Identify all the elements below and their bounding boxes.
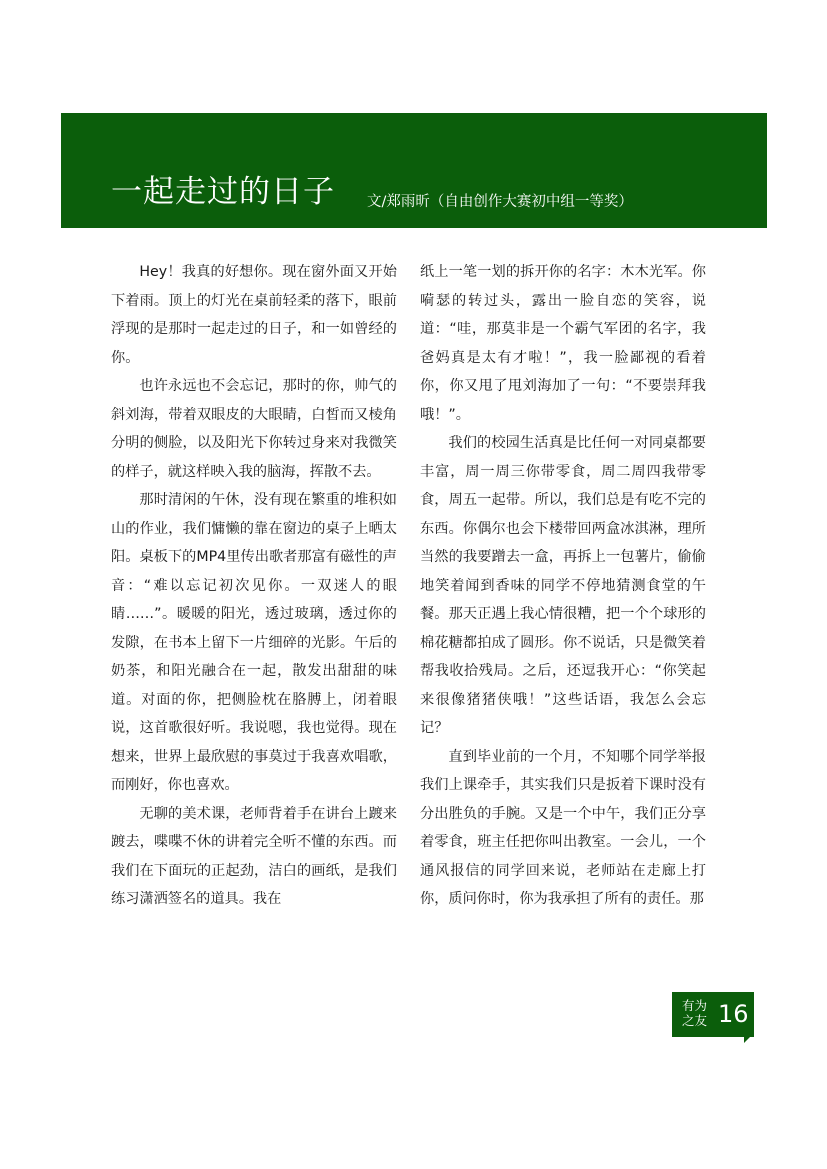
paragraph: 直到毕业前的一个月，不知哪个同学举报我们上课牵手，其实我们只是扳着下课时没有分出胜负的手腕。又是一个中午，我们正分享着零食，班主任把你叫出教室。一会儿，一个通风报信的同学回来说，老师站在走廊上打你，质问你时，你为我承担了所有的责任。那 — [420, 748, 706, 907]
page-number: 16 — [718, 1000, 749, 1028]
article-left-column — [111, 258, 397, 914]
page-number-badge — [672, 992, 754, 1039]
article-right-column — [420, 258, 706, 914]
paragraph: 纸上一笔一划的拆开你的名字：木木光军。你嗬瑟的转过头，露出一脸自恋的笑容，说道：“哇，那莫非是一个霸气军团的名字，我爸妈真是太有才啦！”，我一脸鄙视的看着你，你又甩了甩刘海加了一句：“不要崇拜我哦！”。 — [420, 264, 706, 423]
badge-tail — [744, 1037, 750, 1043]
magazine-name: 有为之友 — [682, 998, 708, 1028]
article-byline: 文/郑雨昕（自由创作大赛初中组一等奖） — [367, 194, 633, 210]
paragraph: 也许永远也不会忘记，那时的你，帅气的斜刘海，带着双眼皮的大眼睛，白皙而又棱角分明的侧脸，以及阳光下你转过身来对我微笑的样子，就这样映入我的脑海，挥散不去。 — [111, 378, 397, 480]
article-title: 一起走过的日子 — [111, 174, 335, 210]
paragraph: 无聊的美术课，老师背着手在讲台上踱来踱去，喋喋不休的讲着完全听不懂的东西。而我们在下面玩的正起劲，洁白的画纸，是我们练习潇洒签名的道具。我在 — [111, 805, 397, 907]
paragraph: 我们的校园生活真是比任何一对同桌都要丰富，周一周三你带零食，周二周四我带零食，周五一起带。所以，我们总是有吃不完的东西。你偶尔也会下楼带回两盒冰淇淋，理所当然的我要蹭去一盒，再拆上一包薯片，偷偷地笑着闻到香味的同学不停地猜测食堂的午餐。那天正遇上我心情很糟，把一个个球形的棉花糖都拍成了圆形。你不说话，只是微笑着帮我收拾残局。之后，还逗我开心：“你笑起来很像猪猪侠哦！”这些话语，我怎么会忘记？ — [420, 435, 706, 736]
paragraph: 那时清闲的午休，没有现在繁重的堆积如山的作业，我们慵懒的靠在窗边的桌子上晒太阳。桌板下的MP4里传出歌者那富有磁性的声音：“难以忘记初次见你。一双迷人的眼睛……”。暖暖的阳光，透过玻璃，透过你的发隙，在书本上留下一片细碎的光影。午后的奶茶，和阳光融合在一起，散发出甜甜的味道。对面的你，把侧脸枕在胳膊上，闭着眼说，这首歌很好听。我说嗯，我也觉得。现在想来，世界上最欣慰的事莫过于我喜欢唱歌，而刚好，你也喜欢。 — [111, 492, 397, 793]
paragraph: Hey！我真的好想你。现在窗外面又开始下着雨。顶上的灯光在桌前轻柔的落下，眼前浮现的是那时一起走过的日子，和一如曾经的你。 — [111, 264, 397, 366]
